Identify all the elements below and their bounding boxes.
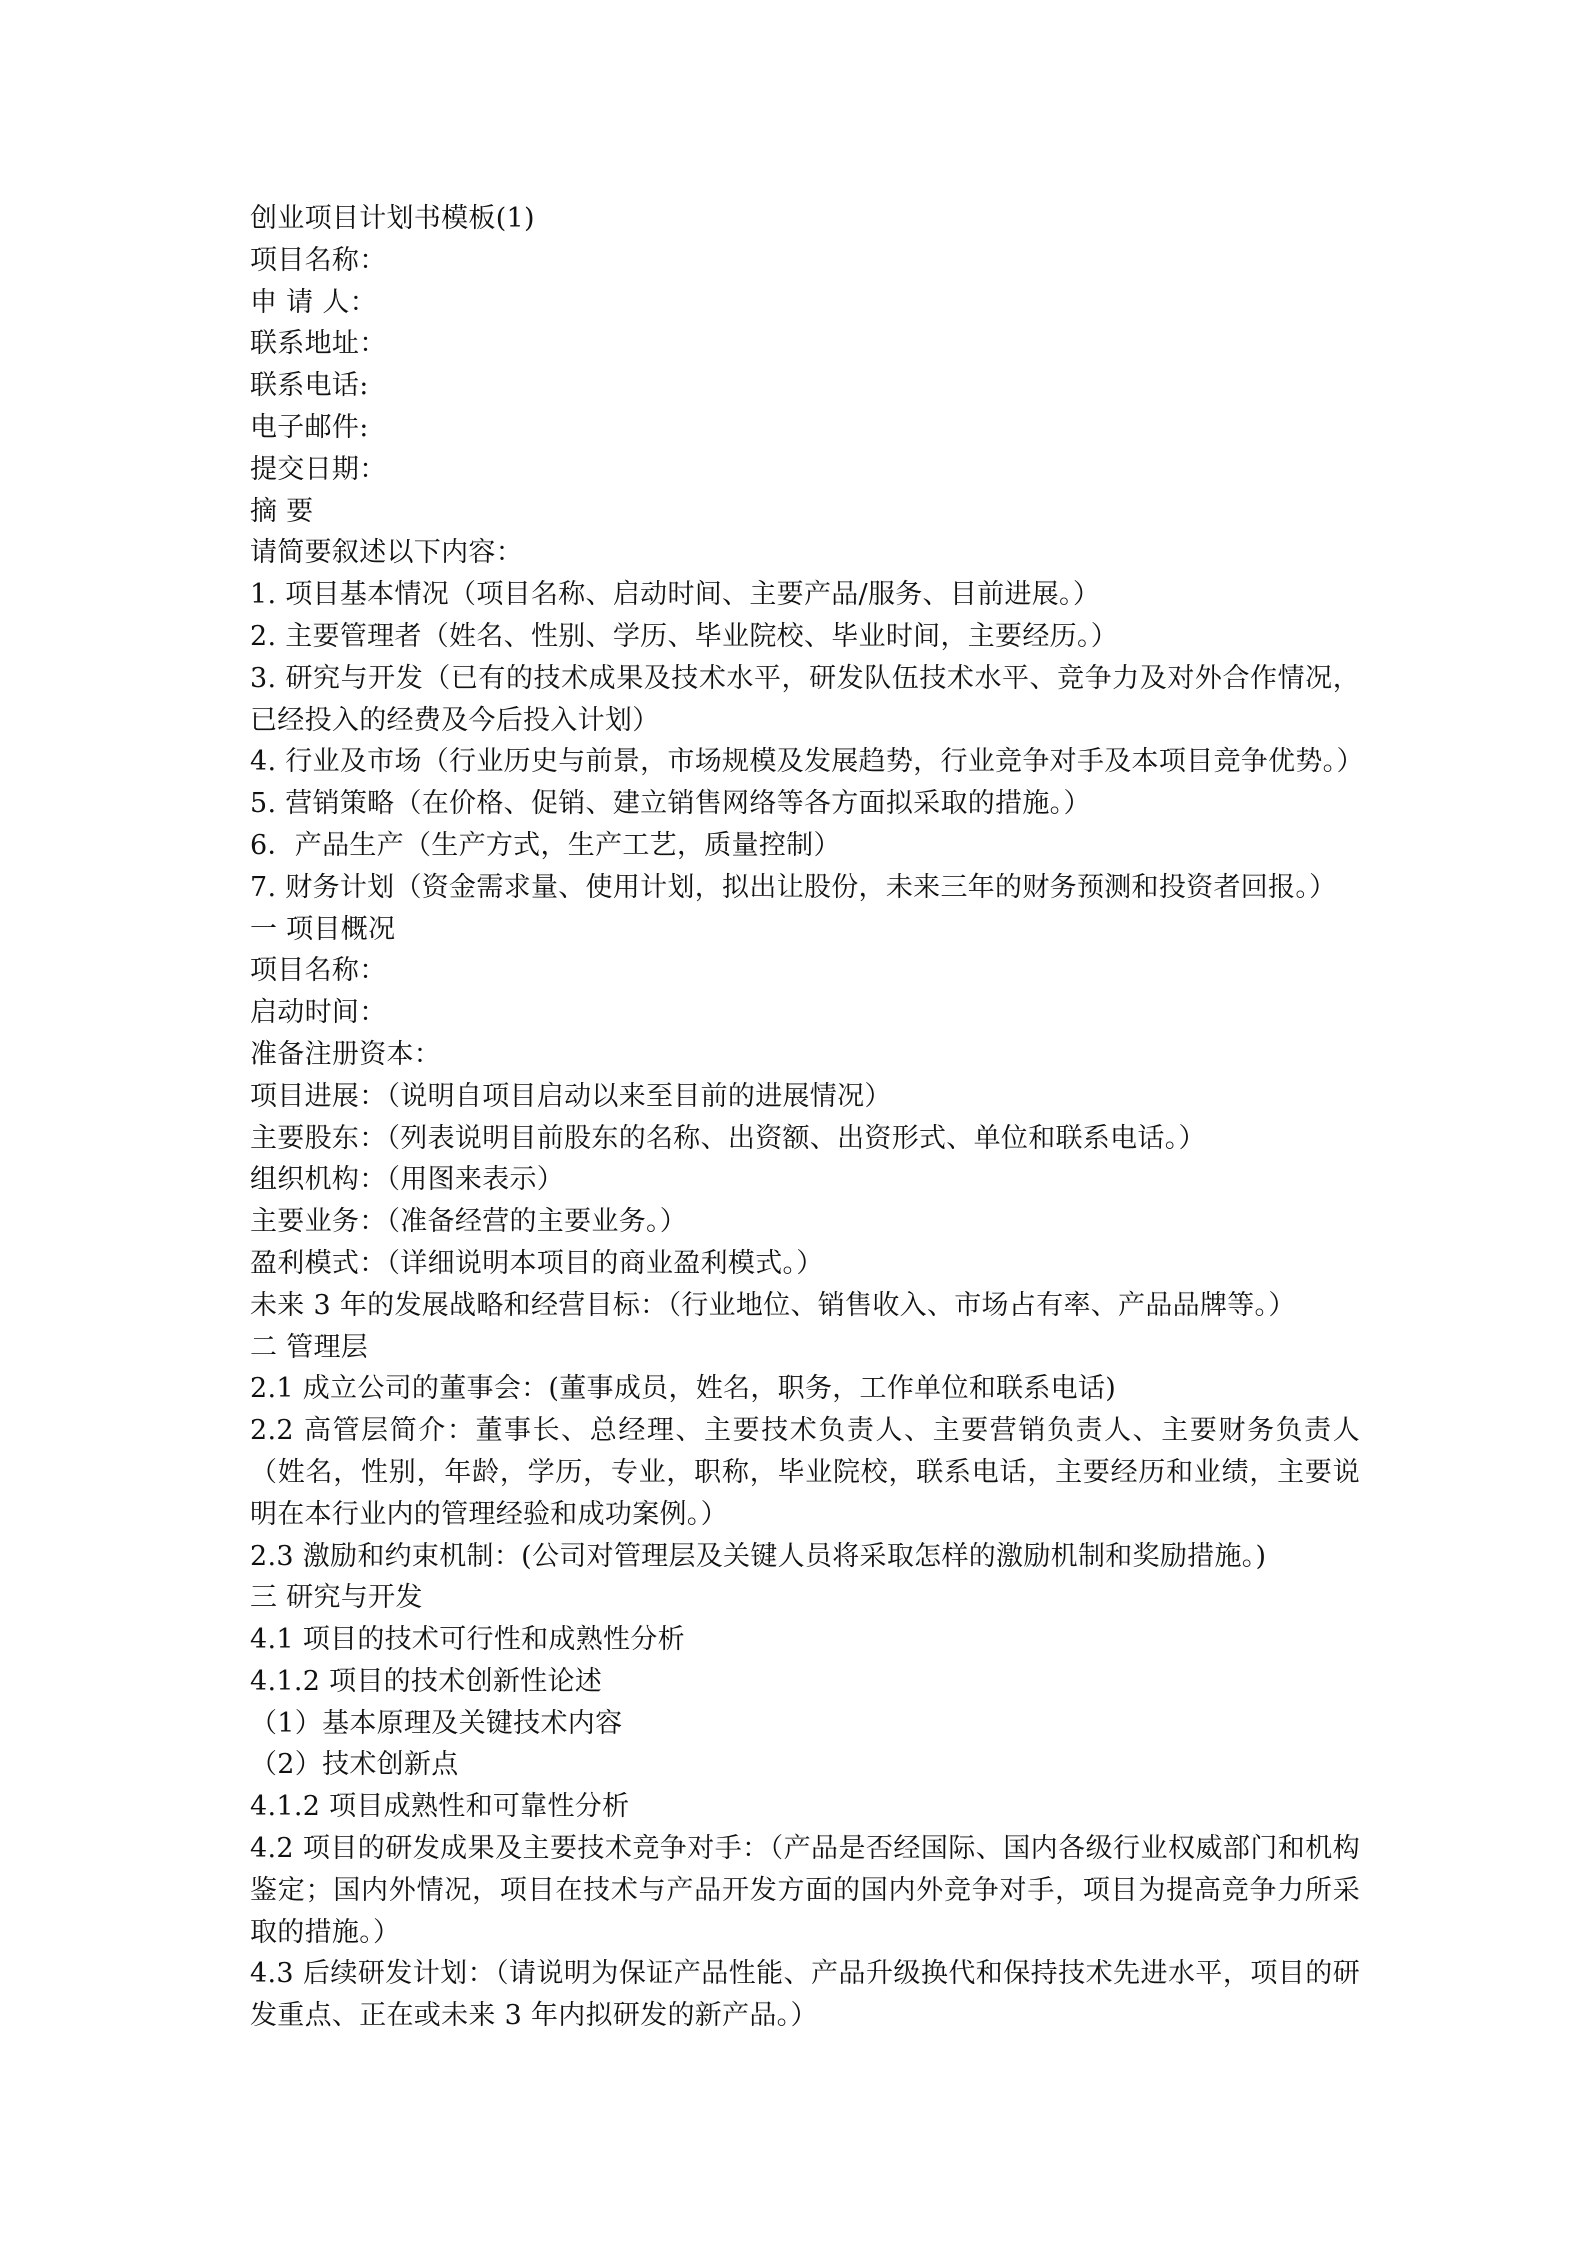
field-submit-date: 提交日期： [250,453,387,485]
field-applicant: 申 请 人： [250,286,377,318]
field-contact-phone: 联系电话: [250,370,369,402]
overview-strategy: 未来 3 年的发展战略和经营目标：（行业地位、销售收入、市场占有率、产品品牌等。） [250,1289,1296,1321]
abstract-item-3: 3. 研究与开发（已有的技术成果及技术水平，研发队伍技术水平、竞争力及对外合作情况，已经投入的经费及今后投入计划） [250,662,1360,736]
abstract-item-7: 7. 财务计划（资金需求量、使用计划，拟出让股份，未来三年的财务预测和投资者回报。） [250,871,1337,903]
overview-shareholders: 主要股东：（列表说明目前股东的名称、出资额、出资形式、单位和联系电话。） [250,1122,1206,1154]
rnd-feasibility: 4.1 项目的技术可行性和成熟性分析 [250,1624,685,1656]
field-contact-address: 联系地址： [250,328,387,360]
abstract-item-6: 6．产品生产（生产方式，生产工艺，质量控制） [250,829,841,861]
management-incentives: 2.3 激励和约束机制：(公司对管理层及关键人员将采取怎样的激励机制和奖励措施。) [250,1540,1267,1572]
field-project-name: 项目名称： [250,244,387,276]
rnd-principles: （1）基本原理及关键技术内容 [250,1707,623,1739]
overview-progress: 项目进展：（说明自项目启动以来至目前的进展情况） [250,1080,892,1112]
abstract-item-5: 5. 营销策略（在价格、促销、建立销售网络等各方面拟采取的措施。） [250,788,1091,820]
document-title: 创业项目计划书模板(1) [250,203,535,234]
abstract-item-1: 1. 项目基本情况（项目名称、启动时间、主要产品/服务、目前进展。） [250,579,1101,611]
management-board: 2.1 成立公司的董事会：(董事成员，姓名，职务，工作单位和联系电话) [250,1373,1117,1405]
abstract-item-2: 2. 主要管理者（姓名、性别、学历、毕业院校、毕业时间，主要经历。） [250,620,1119,652]
management-executives: 2.2 高管层简介：董事长、总经理、主要技术负责人、主要营销负责人、主要财务负责人（姓名，性别，年龄，学历，专业，职称，毕业院校，联系电话，主要经历和业绩，主要说明在本行业内的管理经验和成功案例。） [250,1415,1360,1530]
section-heading-management: 二 管理层 [250,1331,369,1363]
abstract-intro: 请简要叙述以下内容： [250,537,523,569]
section-heading-overview: 一 项目概况 [250,913,396,945]
rnd-innovation-points: （2）技术创新点 [250,1749,459,1781]
field-email: 电子邮件: [250,411,369,443]
overview-start-time: 启动时间： [250,997,387,1029]
rnd-innovation: 4.1.2 项目的技术创新性论述 [250,1665,603,1697]
section-heading-rnd: 三 研究与开发 [250,1582,423,1614]
rnd-results-competitors: 4.2 项目的研发成果及主要技术竞争对手：（产品是否经国际、国内各级行业权威部门和机构鉴定；国内外情况，项目在技术与产品开发方面的国内外竞争对手，项目为提高竞争力所采取的措施。） [250,1833,1360,1948]
overview-project-name: 项目名称： [250,955,387,987]
overview-profit-model: 盈利模式：（详细说明本项目的商业盈利模式。） [250,1247,824,1279]
overview-organization: 组织机构：（用图来表示） [250,1164,565,1196]
overview-main-business: 主要业务：（准备经营的主要业务。） [250,1206,688,1238]
rnd-maturity: 4.1.2 项目成熟性和可靠性分析 [250,1791,630,1823]
document-body [250,198,1364,2037]
section-heading-abstract: 摘 要 [250,495,314,527]
abstract-item-4: 4. 行业及市场（行业历史与前景，市场规模及发展趋势，行业竞争对手及本项目竞争优势。） [250,746,1364,778]
overview-registered-capital: 准备注册资本： [250,1038,442,1070]
rnd-followup-plan: 4.3 后续研发计划：（请说明为保证产品性能、产品升级换代和保持技术先进水平，项目的研发重点、正在或未来 3 年内拟研发的新产品。） [250,1958,1360,2032]
